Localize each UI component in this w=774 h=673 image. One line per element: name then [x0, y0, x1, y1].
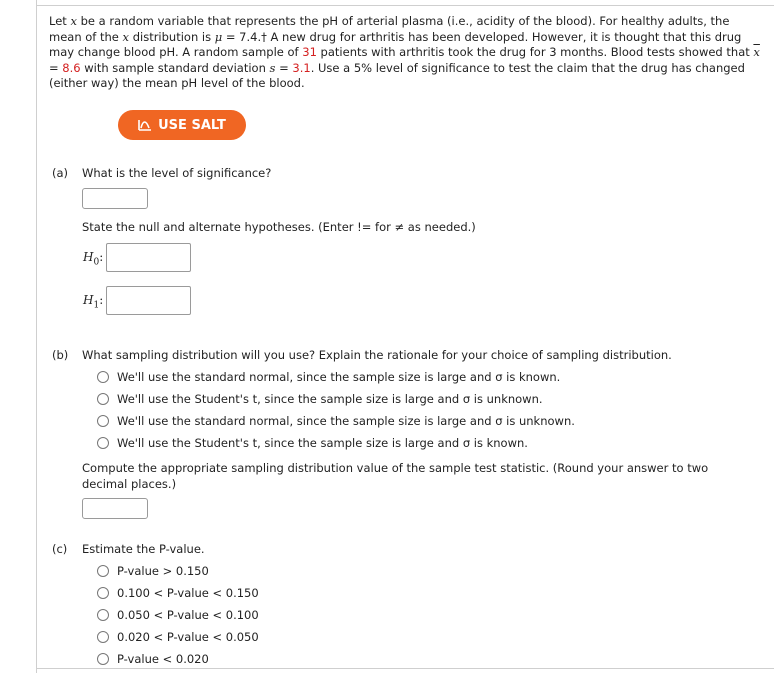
pvalue-option[interactable]: 0.050 < P-value < 0.100 [97, 608, 259, 622]
test-statistic-prompt: Compute the appropriate sampling distribution value of the sample test statistic. (Round your answer to two decimal places.) [82, 461, 709, 491]
part-b-question: What sampling distribution will you use? Explain the rationale for your choice of sampling distribution. [82, 348, 672, 362]
radio-button[interactable] [97, 565, 109, 577]
radio-button[interactable] [97, 437, 109, 449]
use-salt-label: USE SALT [158, 117, 226, 133]
part-a-label: (a) [52, 166, 69, 180]
h0-label: $H_0$: [83, 250, 104, 268]
problem-statement [49, 14, 765, 92]
radio-button[interactable] [97, 609, 109, 621]
test-statistic-input[interactable] [82, 498, 148, 519]
pvalue-option[interactable]: P-value > 0.150 [97, 564, 209, 578]
radio-button[interactable] [97, 371, 109, 383]
radio-button[interactable] [97, 631, 109, 643]
h1-label: $H_1$: [83, 293, 104, 311]
h0-input[interactable] [106, 243, 191, 272]
significance-input[interactable] [82, 188, 148, 209]
distribution-option[interactable]: We'll use the Student's t, since the sample size is large and σ is known. [97, 436, 528, 450]
intro-paragraph: Let x be a random variable that represents the pH of arterial plasma (i.e., acidity of the blood). For healthy adults, the mean of the x distribution is μ = 7.4.† A new drug for arthritis has been developed. However, it is thought that this drug may change blood pH. A random sample of 31 patients with arthritis took the drug for 3 months. Blood tests showed that $\overline{x} = 8.6$ with sample standard deviation s = 3.1. Use a 5% level of significance to test the claim that the drug has changed (either way) the mean pH level of the blood. [49, 14, 760, 90]
distribution-option[interactable]: We'll use the Student's t, since the sample size is large and σ is unknown. [97, 392, 543, 406]
distribution-option[interactable]: We'll use the standard normal, since the sample size is large and σ is known. [97, 370, 560, 384]
pvalue-option[interactable]: 0.100 < P-value < 0.150 [97, 586, 259, 600]
pvalue-option[interactable]: P-value < 0.020 [97, 652, 209, 666]
hypotheses-prompt: State the null and alternate hypotheses. (Enter != for ≠ as needed.) [82, 220, 476, 234]
part-b-label: (b) [52, 348, 69, 362]
part-c-label: (c) [52, 542, 68, 556]
distribution-option[interactable]: We'll use the standard normal, since the sample size is large and σ is unknown. [97, 414, 575, 428]
radio-button[interactable] [97, 587, 109, 599]
panel-bottom-border [36, 668, 774, 669]
part-a-question: What is the level of significance? [82, 166, 272, 180]
pvalue-option[interactable]: 0.020 < P-value < 0.050 [97, 630, 259, 644]
sample-size: 31 [302, 45, 317, 59]
radio-button[interactable] [97, 393, 109, 405]
radio-button[interactable] [97, 653, 109, 665]
salt-chart-icon [138, 118, 152, 132]
panel-left-border [36, 0, 37, 673]
s-value: 3.1 [292, 60, 311, 75]
radio-button[interactable] [97, 415, 109, 427]
h1-input[interactable] [106, 286, 191, 315]
xbar-value: 8.6 [62, 60, 81, 75]
panel-top-border [36, 0, 774, 6]
part-c-question: Estimate the P-value. [82, 542, 205, 556]
use-salt-button[interactable] [118, 110, 246, 140]
xbar-symbol: $\overline{x}$ [753, 45, 760, 59]
